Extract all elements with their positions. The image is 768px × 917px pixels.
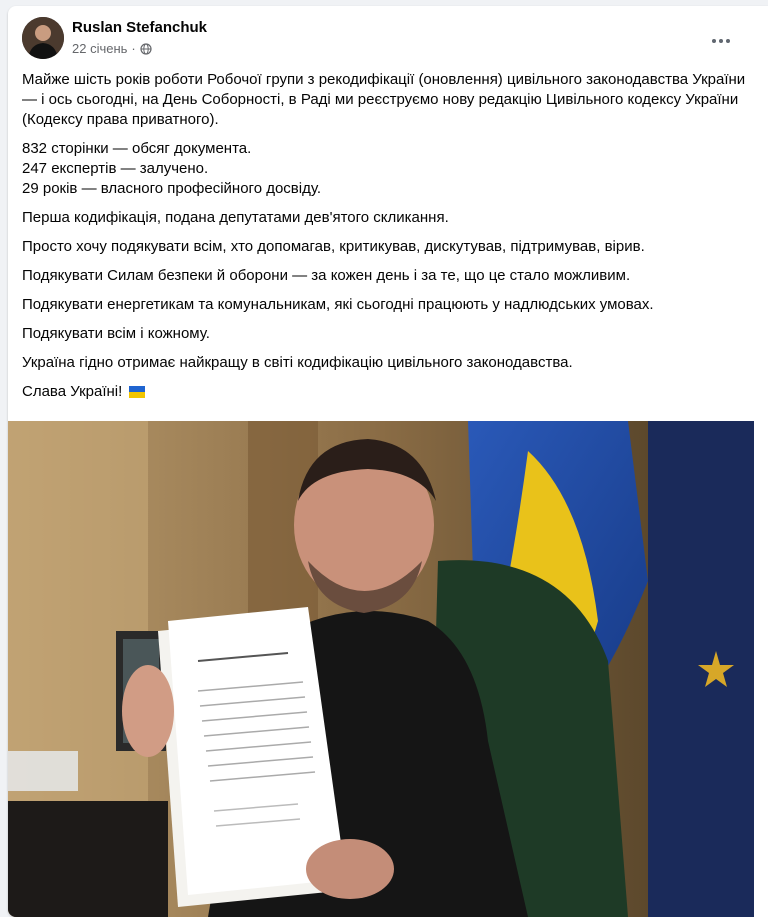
post-paragraph: Майже шість років роботи Робочої групи з рекодифікації (оновлення) цивільного законодавства України — і ось сьогодні, на День Соборності, в Раді ми реєструємо нову редакцію Цивільного кодексу України (Кодексу права приватного).	[22, 71, 746, 128]
post-text	[22, 70, 762, 411]
photo-image	[8, 421, 754, 917]
post-photo[interactable]	[8, 421, 754, 917]
post-paragraph: Просто хочу подякувати всім, хто допомагав, критикував, дискутував, підтримував, вірив.	[22, 238, 645, 255]
post-closing	[22, 382, 762, 402]
post-stats	[22, 139, 762, 199]
meta-separator: ·	[131, 41, 136, 56]
post-card	[8, 6, 768, 917]
post-paragraph: Україна гідно отримає найкращу в світі кодифікацію цивільного законодавства.	[22, 354, 573, 371]
post-paragraph: Перша кодифікація, подана депутатами дев'ятого скликання.	[22, 209, 449, 226]
avatar-image	[22, 17, 64, 59]
author-name[interactable]: Ruslan Stefanchuk	[72, 19, 208, 36]
author-avatar[interactable]	[22, 17, 64, 59]
closing-text: Слава Україні!	[22, 383, 123, 400]
post-paragraph: Подякувати всім і кожному.	[22, 325, 210, 342]
stat-line: 29 років — власного професійного досвіду.	[22, 180, 322, 197]
post-meta	[72, 41, 152, 56]
post-date[interactable]: 22 січень	[72, 41, 128, 56]
post-paragraph: Подякувати енергетикам та комунальникам, які сьогодні працюють у надлюдських умовах.	[22, 296, 654, 313]
stat-line: 247 експертів — залучено.	[22, 160, 209, 177]
stat-line: 832 сторінки — обсяг документа.	[22, 140, 252, 157]
ukraine-flag-icon	[129, 386, 145, 398]
more-options-icon[interactable]	[703, 23, 739, 59]
post-paragraph: Подякувати Силам безпеки й оборони — за кожен день і за те, що це стало можливим.	[22, 267, 631, 284]
globe-icon	[140, 43, 152, 55]
post-header	[8, 6, 768, 66]
